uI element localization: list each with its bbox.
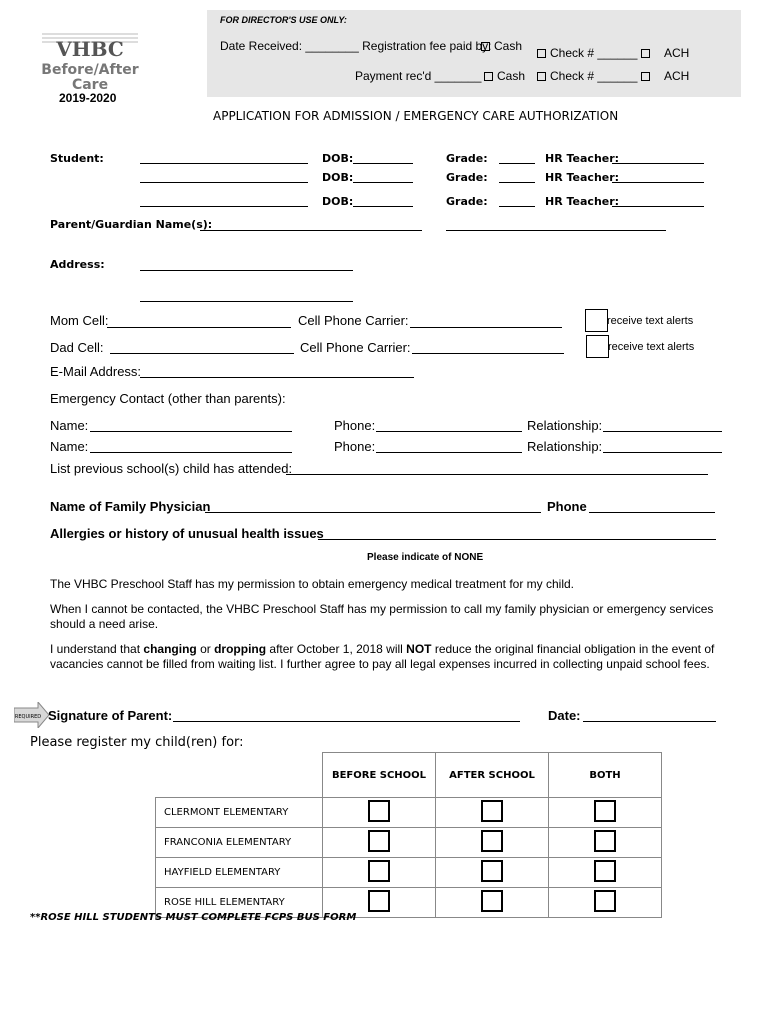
clermont-both-checkbox[interactable] [594,800,616,822]
ach-checkbox-1[interactable] [641,49,650,58]
emergency-name-label-1: Name: [50,418,89,433]
dob-label-3: DOB: [322,195,354,208]
student-name-field-3[interactable] [140,206,308,207]
address-field-1[interactable] [140,270,353,271]
ach-option-2[interactable]: ACH [641,69,689,83]
previous-school-label: List previous school(s) child has attended: [50,461,293,476]
hr-teacher-field-2[interactable] [612,182,704,183]
emergency-relationship-field-2[interactable] [603,452,722,453]
director-heading: FOR DIRECTOR'S USE ONLY: [220,15,347,25]
school-name-franconia: FRANCONIA ELEMENTARY [156,828,323,858]
table-header-row [156,753,662,798]
address-label: Address: [50,258,105,271]
logo-line1: VHBC [56,37,124,61]
school-name-clermont: CLERMONT ELEMENTARY [156,798,323,828]
parent-name-field-2[interactable] [446,230,666,231]
table-row [156,798,662,828]
emergency-name-label-2: Name: [50,439,89,454]
signature-field[interactable] [173,721,520,722]
emergency-phone-field-2[interactable] [376,452,522,453]
email-field[interactable] [140,377,414,378]
rose-hill-both-checkbox[interactable] [594,890,616,912]
none-note: Please indicate of NONE [367,552,484,563]
permission-paragraph-1: The VHBC Preschool Staff has my permission to obtain emergency medical treatment for my child. [50,577,574,591]
cash-checkbox-2[interactable] [484,72,493,81]
physician-label: Name of Family Physician [50,499,211,514]
required-tag: REQUIRED [14,714,42,720]
physician-field[interactable] [205,512,541,513]
mom-cell-field[interactable] [107,327,291,328]
ach-checkbox-2[interactable] [641,72,650,81]
physician-phone-label: Phone [547,499,587,514]
register-label: Please register my child(ren) for: [30,735,244,750]
grade-field-1[interactable] [499,163,535,164]
mom-alerts-checkbox[interactable] [585,309,608,332]
school-name-rose-hill: ROSE HILL ELEMENTARY [156,888,323,918]
clermont-before-checkbox[interactable] [368,800,390,822]
cash-option-2[interactable]: Cash [484,69,525,83]
emergency-relationship-field-1[interactable] [603,431,722,432]
parent-guardian-label: Parent/Guardian Name(s): [50,218,213,231]
payment-recd-label: Payment rec'd _______ [355,69,482,83]
school-year: 2019-2020 [59,91,117,105]
student-label: Student: [50,152,104,165]
dob-label-1: DOB: [322,152,354,165]
emergency-phone-label-2: Phone: [334,439,376,454]
dad-carrier-field[interactable] [412,353,564,354]
franconia-both-checkbox[interactable] [594,830,616,852]
dob-field-3[interactable] [353,206,413,207]
mom-alerts-label: receive text alerts [607,315,694,327]
email-label: E-Mail Address: [50,364,142,379]
director-box [207,10,741,97]
form-title: APPLICATION FOR ADMISSION / EMERGENCY CARE AUTHORIZATION [213,109,619,123]
dad-alerts-checkbox[interactable] [586,335,609,358]
emergency-name-field-2[interactable] [90,452,292,453]
emergency-name-field-1[interactable] [90,431,292,432]
check-option-2[interactable]: Check # ______ [537,69,637,83]
dad-alerts-label: receive text alerts [608,341,695,353]
table-row [156,858,662,888]
grade-label-2: Grade: [446,171,488,184]
hayfield-before-checkbox[interactable] [368,860,390,882]
clermont-after-checkbox[interactable] [481,800,503,822]
mom-carrier-field[interactable] [410,327,562,328]
dad-cell-field[interactable] [110,353,294,354]
financial-paragraph: I understand that changing or dropping after October 1, 2018 will NOT reduce the original financial obligation in the event of vacancies cannot be filled from waiting list. I further agree to pay all legal expenses incurred in collecting unpaid school fees. [50,642,715,671]
date-field[interactable] [583,721,716,722]
dob-label-2: DOB: [322,171,354,184]
date-received-label: Date Received: ________ Registration fee paid by: [220,39,492,53]
ach-option-1[interactable]: ACH [641,46,689,60]
rose-hill-before-checkbox[interactable] [368,890,390,912]
emergency-relationship-label-1: Relationship: [527,418,603,433]
student-name-field-1[interactable] [140,163,308,164]
cash-option-1[interactable]: Cash [481,39,522,53]
cash-checkbox-1[interactable] [481,42,490,51]
vhbc-logo [40,30,140,92]
hr-teacher-field-3[interactable] [612,206,704,207]
check-option-1[interactable]: Check # ______ [537,46,637,60]
grade-label-1: Grade: [446,152,488,165]
school-name-hayfield: HAYFIELD ELEMENTARY [156,858,323,888]
header-both: BOTH [549,753,662,798]
dad-cell-label: Dad Cell: [50,340,104,355]
header-before-school: BEFORE SCHOOL [323,753,436,798]
hayfield-after-checkbox[interactable] [481,860,503,882]
emergency-heading: Emergency Contact (other than parents): [50,391,286,406]
signature-label: Signature of Parent: [48,708,173,723]
hr-teacher-label-3: HR Teacher: [545,195,620,208]
allergies-label: Allergies or history of unusual health issues [50,526,324,541]
student-name-field-2[interactable] [140,182,308,183]
check-checkbox-2[interactable] [537,72,546,81]
permission-paragraph-2: When I cannot be contacted, the VHBC Preschool Staff has my permission to call my family physician or emergency services should a need arise. [50,602,714,631]
logo-line2: Before/After [41,62,139,78]
rose-hill-after-checkbox[interactable] [481,890,503,912]
header-blank-cell [156,753,323,798]
mom-carrier-label: Cell Phone Carrier: [298,313,409,328]
emergency-phone-field-1[interactable] [376,431,522,432]
hayfield-both-checkbox[interactable] [594,860,616,882]
dad-carrier-label: Cell Phone Carrier: [300,340,411,355]
hr-teacher-label-2: HR Teacher: [545,171,620,184]
hr-teacher-label-1: HR Teacher: [545,152,620,165]
logo-graphic [40,30,140,92]
hr-teacher-field-1[interactable] [612,163,704,164]
franconia-after-checkbox[interactable] [481,830,503,852]
table-row [156,828,662,858]
logo-line3: Care [71,77,109,92]
parent-name-field-1[interactable] [200,230,422,231]
grade-field-3[interactable] [499,206,535,207]
address-field-2[interactable] [140,301,353,302]
emergency-phone-label-1: Phone: [334,418,376,433]
allergies-field[interactable] [318,539,716,540]
mom-cell-label: Mom Cell: [50,313,109,328]
header-after-school: AFTER SCHOOL [436,753,549,798]
franconia-before-checkbox[interactable] [368,830,390,852]
check-checkbox-1[interactable] [537,49,546,58]
registration-table [155,752,662,918]
dob-field-2[interactable] [353,182,413,183]
grade-field-2[interactable] [499,182,535,183]
bus-form-footnote: **ROSE HILL STUDENTS MUST COMPLETE FCPS BUS FORM [30,912,357,923]
required-arrow-icon [14,702,50,728]
previous-school-field[interactable] [286,474,708,475]
dob-field-1[interactable] [353,163,413,164]
grade-label-3: Grade: [446,195,488,208]
date-label: Date: [548,708,581,723]
emergency-relationship-label-2: Relationship: [527,439,603,454]
physician-phone-field[interactable] [589,512,715,513]
